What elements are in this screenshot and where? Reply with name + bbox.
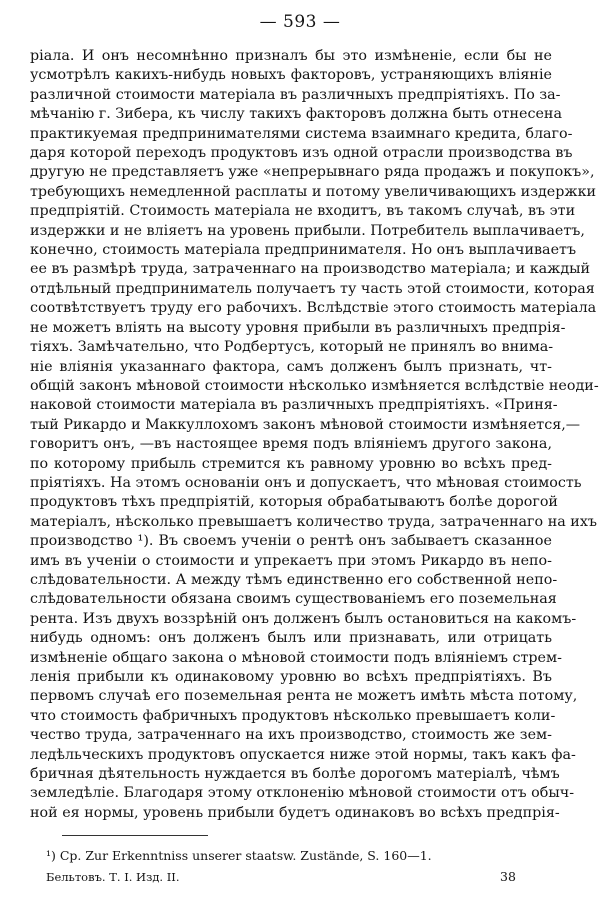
text-line: матеріалъ, нѣсколько превышаетъ количество труда, затраченнаго на ихъ (30, 513, 597, 530)
text-line: ледѣльческихъ продуктовъ опускается ниже этой нормы, такъ какъ фа- (30, 746, 576, 763)
footnote-divider (62, 835, 208, 836)
text-line: мѣчанію г. Зибера, къ числу такихъ факторовъ должна быть отнесена (30, 106, 562, 123)
text-line: что стоимость фабричныхъ продуктовъ нѣсколько превышаетъ коли- (30, 707, 556, 724)
body-text (30, 47, 599, 823)
text-line: пріятіяхъ. На этомъ основаніи онъ и допускаетъ, что мѣновая стоимость (30, 474, 582, 491)
text-line: продуктовъ тѣхъ предпріятій, которыя обрабатываютъ болѣе дорогой (30, 494, 558, 511)
text-line: говоритъ онъ, —въ настоящее время подъ вліяніемъ другого закона, (30, 436, 552, 453)
text-line: по которому прибыль стремится къ равному уровню во всѣхъ пред- (30, 455, 552, 472)
text-line: имъ въ ученіи о стоимости и упрекаетъ при этомъ Рикардо въ непо- (30, 552, 552, 569)
text-line: земледѣліе. Благодаря этому отклоненію мѣновой стоимости отъ обыч- (30, 785, 575, 802)
text-line: слѣдовательности обязана своимъ существованіемъ его поземельная (30, 591, 557, 608)
text-line: производство ¹). Въ своемъ ученіи о рентѣ онъ забываетъ сказанное (30, 533, 552, 550)
text-line: даря которой переходъ продуктовъ изъ одной отрасли производства въ (30, 145, 573, 162)
text-line: другую не представляетъ уже «непрерывнаго ряда продажъ и покупокъ», (30, 164, 595, 181)
text-line: бричная дѣятельность нуждается въ болѣе дорогомъ матеріалѣ, чѣмъ (30, 766, 560, 783)
text-line: не можетъ вліять на высоту уровня прибыли въ различныхъ предпрія- (30, 319, 566, 336)
printer-signature: Бельтовъ. Т. I. Изд. II. (46, 870, 180, 884)
text-line: наковой стоимости матеріала въ различныхъ предпріятіяхъ. «Приня- (30, 397, 558, 414)
text-line: слѣдовательности. А между тѣмъ единственно его собственной непо- (30, 571, 558, 588)
text-line: практикуемая предпринимателями система взаимнаго кредита, благо- (30, 125, 573, 142)
text-line: требующихъ немедленной расплаты и потому увеличивающихъ издержки (30, 183, 597, 200)
text-line: издержки и не вліяетъ на уровень прибыли. Потребитель выплачиваетъ, (30, 222, 585, 239)
text-line: нибудь одномъ: онъ долженъ былъ или признавать, или отрицать (30, 630, 552, 647)
footnote: ¹) Cp. Zur Erkenntniss unserer staatsw. Zustände, S. 160—1. (46, 848, 432, 863)
text-line: ніе вліянія указаннаго фактора, самъ долженъ былъ признать, чт- (30, 358, 552, 375)
sheet-number: 38 (500, 869, 516, 884)
text-line: конечно, стоимость матеріала предпринимателя. Но онъ выплачиваетъ (30, 242, 577, 259)
text-line: ріала. И онъ несомнѣнно призналъ бы это измѣненіе, если бы не (30, 48, 552, 64)
text-line: общій законъ мѣновой стоимости нѣсколько измѣняется вслѣдствіе неоди- (30, 377, 599, 394)
text-line: измѣненіе общаго закона о мѣновой стоимости подъ вліяніемъ стрем- (30, 649, 562, 666)
text-line: предпріятій. Стоимость матеріала не входитъ, въ такомъ случаѣ, въ эти (30, 203, 576, 220)
text-line: соотвѣтствуетъ труду его рабочихъ. Вслѣдствіе этого стоимость матеріала (30, 300, 597, 317)
text-line: отдѣльный предприниматель получаетъ ту часть этой стоимости, которая (30, 280, 595, 297)
text-line: тый Рикардо и Маккуллохомъ законъ мѣновой стоимости измѣняется,— (30, 416, 581, 433)
text-line: ленія прибыли къ одинаковому уровню во всѣхъ предпріятіяхъ. Въ (30, 669, 552, 685)
text-line: различной стоимости матеріала въ различныхъ предпріятіяхъ. По за- (30, 86, 561, 103)
text-line: ее въ размѣрѣ труда, затраченнаго на производство матеріала; и каждый (30, 261, 591, 278)
page-number: — 593 — (259, 12, 341, 32)
text-line: рента. Изъ двухъ воззрѣній онъ долженъ былъ остановиться на какомъ- (30, 610, 577, 627)
text-line: ной ея нормы, уровень прибыли будетъ одинаковъ во всѣхъ предпрія- (30, 804, 560, 821)
text-line: первомъ случаѣ его поземельная рента не можетъ имѣть мѣста потому, (30, 688, 578, 705)
text-line: чество труда, затраченнаго на ихъ производство, стоимость же зем- (30, 727, 552, 744)
text-line: усмотрѣлъ какихъ-нибудь новыхъ факторовъ, устраняющихъ вліяніе (30, 67, 552, 84)
text-line: тіяхъ. Замѣчательно, что Родбертусъ, который не принялъ во внима- (30, 339, 554, 356)
